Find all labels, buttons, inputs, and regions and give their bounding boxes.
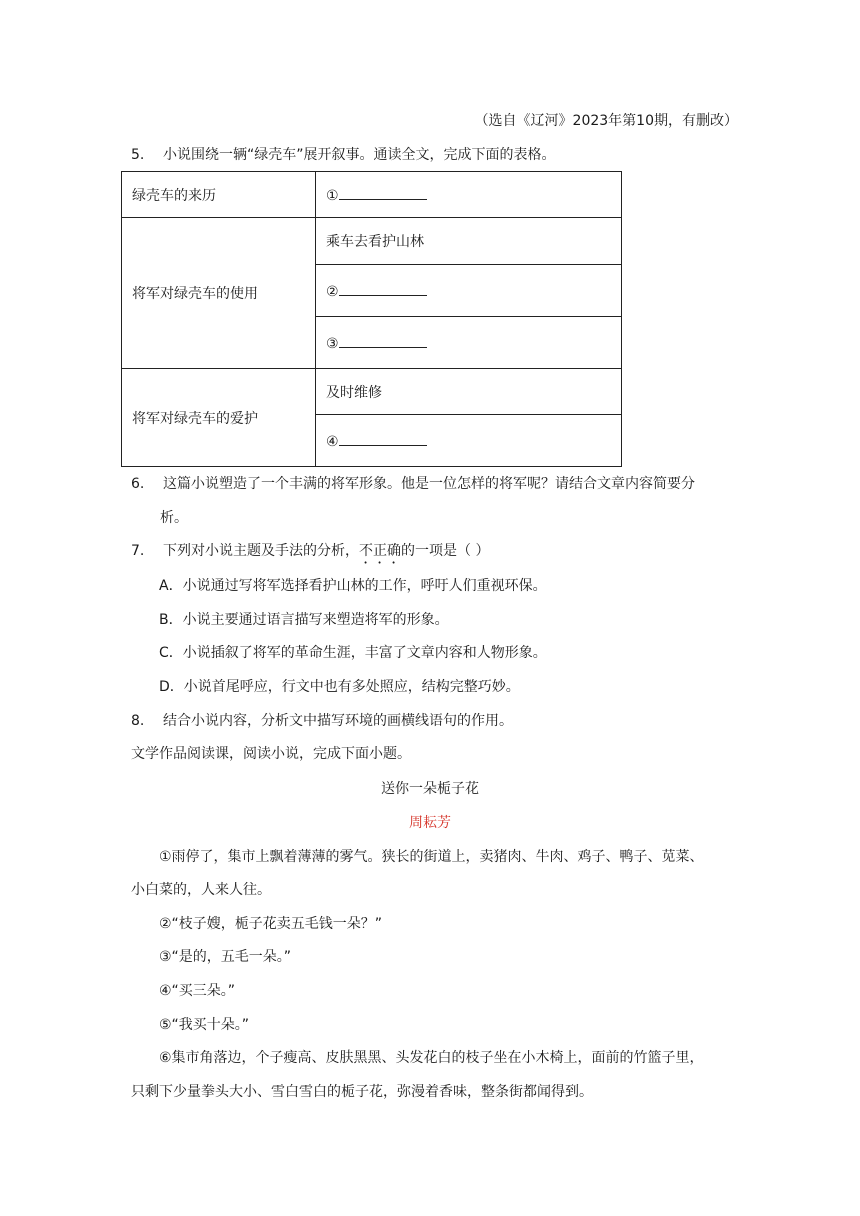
source-citation: （选自《辽河》2023年第10期，有删改） [474,113,738,129]
question-6-continued: 析。 [160,510,188,526]
question-number: 5. [131,147,145,163]
blank-line [339,282,427,296]
paragraph-1: ①雨停了，集市上飘着薄薄的雾气。狭长的街道上，卖猪肉、牛肉、鸡子、鸭子、苋菜、 [159,849,704,865]
table-row-label: 将军对绿壳车的使用 [122,218,316,369]
paragraph-3: ③“是的，五毛一朵。” [159,949,292,965]
table-row-label: 绿壳车的来历 [122,172,316,218]
option-a[interactable]: A．小说通过写将军选择看护山林的工作，呼吁人们重视环保。 [159,578,547,594]
question-number: 6. [131,476,145,492]
option-d[interactable]: D．小说首尾呼应，行文中也有多处照应，结构完整巧妙。 [159,679,520,695]
reading-intro: 文学作品阅读课，阅读小说，完成下面小题。 [131,746,411,762]
blank-marker: ④ [326,433,339,450]
question-7 [131,541,489,567]
answer-blank-4[interactable] [316,415,622,467]
table-cell: 乘车去看护山林 [316,218,622,265]
question-text: 这篇小说塑造了一个丰满的将军形象。他是一位怎样的将军呢？请结合文章内容简要分 [163,476,695,492]
blank-marker: ① [326,187,339,204]
blank-line [339,432,427,446]
blank-line [339,334,427,348]
question-text: 的一项是（ ） [401,543,490,559]
paragraph-6: ⑥集市角落边，个子瘦高、皮肤黑黑、头发花白的枝子坐在小木椅上，面前的竹篮子里， [159,1050,704,1066]
question-5 [131,145,556,165]
emphasis-text: 不正确 [359,543,401,559]
question-text: 小说围绕一辆“绿壳车”展开叙事。通读全文，完成下面的表格。 [163,147,556,163]
answer-blank-1[interactable] [316,172,622,218]
question-number: 8. [131,713,145,729]
question-text: 结合小说内容，分析文中描写环境的画横线语句的作用。 [163,713,513,729]
paragraph-6-continued: 只剩下少量拳头大小、雪白雪白的栀子花，弥漫着香味，整条街都闻得到。 [131,1084,593,1100]
paragraph-5: ⑤“我买十朵。” [159,1017,250,1033]
answer-blank-3[interactable] [316,317,622,369]
story-author: 周耘芳 [409,815,451,831]
blank-marker: ② [326,283,339,300]
option-b[interactable]: B．小说主要通过语言描写来塑造将军的形象。 [159,612,449,628]
question-8 [131,711,513,731]
paragraph-2: ②“枝子嫂，栀子花卖五毛钱一朵？” [159,916,383,932]
paragraph-4: ④“买三朵。” [159,983,236,999]
story-title: 送你一朵栀子花 [381,781,479,797]
option-c[interactable]: C．小说插叙了将军的革命生涯，丰富了文章内容和人物形象。 [159,645,547,661]
answer-table [121,171,622,467]
blank-marker: ③ [326,335,339,352]
paragraph-1-continued: 小白菜的，人来人往。 [131,882,271,898]
question-text: 下列对小说主题及手法的分析， [163,543,359,559]
table-row-label: 将军对绿壳车的爱护 [122,369,316,467]
question-number: 7. [131,543,145,559]
question-6 [131,474,695,494]
answer-blank-2[interactable] [316,265,622,317]
table-cell: 及时维修 [316,369,622,415]
blank-line [339,186,427,200]
